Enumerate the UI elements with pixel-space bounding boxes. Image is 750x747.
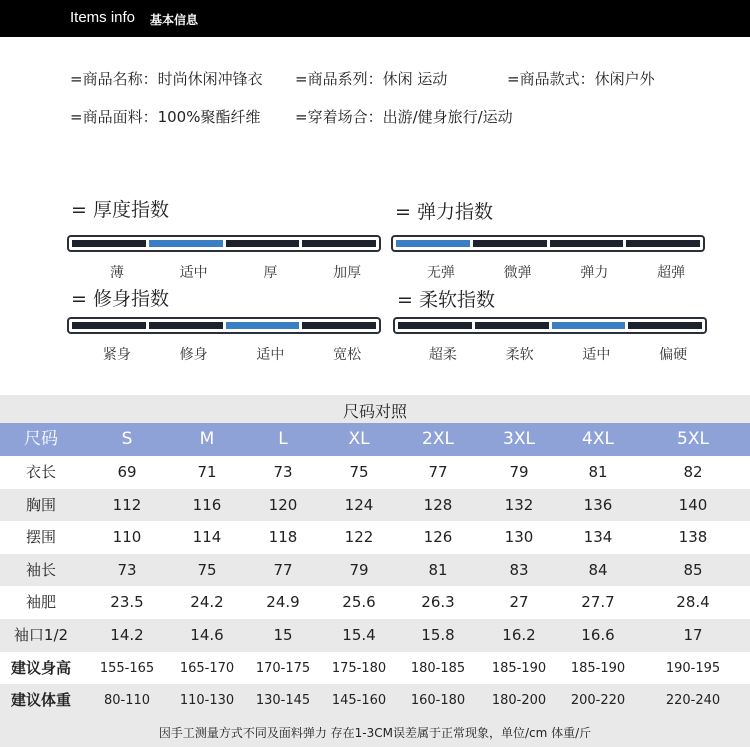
thickness-index-segment	[226, 240, 300, 247]
size-table-cell: 79	[349, 560, 369, 579]
size-table-cell: 27.7	[581, 593, 615, 612]
fit-index-label: 适中	[256, 347, 285, 363]
info-occasion: =穿着场合：出游/健身旅行/运动	[295, 108, 513, 126]
size-table-header-cell: 尺码	[24, 429, 58, 449]
elasticity-index-title: = 弹力指数	[395, 201, 493, 223]
size-table-cell: 160-180	[410, 693, 466, 709]
elasticity-index-bar	[391, 235, 705, 252]
size-table-header-cell: S	[121, 429, 133, 449]
size-table-cell: 69	[117, 463, 137, 481]
size-table-cell: 17	[683, 626, 703, 644]
size-table-cell: 128	[423, 495, 453, 514]
size-table-header-row	[0, 423, 750, 456]
thickness-index-title: = 厚度指数	[71, 199, 169, 221]
size-table-cell: 71	[197, 463, 217, 481]
size-table-cell: 140	[678, 495, 708, 514]
size-note-bar	[0, 717, 750, 747]
thickness-index-label: 厚	[263, 265, 278, 281]
size-table-cell: 84	[588, 560, 608, 579]
size-table-row	[0, 521, 750, 554]
elasticity-index-label: 微弹	[503, 265, 532, 281]
fit-index-label: 修身	[179, 347, 208, 363]
size-table-header-cell: M	[199, 429, 215, 449]
size-table-cell: 190-195	[665, 660, 721, 676]
size-table-cell: 83	[509, 560, 529, 579]
size-table-header-cell: 2XL	[422, 429, 454, 449]
elasticity-index-segment	[626, 240, 700, 247]
size-table-cell: 185-190	[491, 660, 547, 676]
size-table-cell: 130	[504, 528, 534, 547]
fit-index-title: = 修身指数	[71, 288, 169, 310]
size-table-cell: 73	[117, 560, 137, 579]
size-table-cell: 15	[273, 626, 293, 644]
size-table-cell: 170-175	[255, 660, 311, 676]
size-table-cell: 80-110	[103, 693, 151, 709]
size-table-cell: 75	[349, 463, 369, 481]
info-name: =商品名称：时尚休闲冲锋衣	[70, 70, 263, 88]
size-table-header-cell: L	[278, 429, 288, 449]
thickness-index-label: 适中	[179, 265, 208, 281]
thickness-index-label: 薄	[109, 265, 124, 281]
softness-index-label: 超柔	[428, 347, 457, 363]
size-table-cell: 77	[428, 463, 448, 481]
size-table-cell: 77	[273, 560, 293, 579]
size-table-row-label: 袖肥	[25, 593, 56, 612]
size-table-row-label: 建议体重	[10, 691, 71, 710]
size-table-cell: 145-160	[331, 693, 387, 709]
size-table-cell: 81	[588, 463, 608, 481]
size-table-cell: 134	[583, 528, 613, 547]
size-table-cell: 81	[428, 560, 448, 579]
size-table-cell: 138	[678, 528, 708, 547]
softness-index-label: 柔软	[505, 347, 534, 363]
size-table-row	[0, 489, 750, 522]
size-table-cell: 110	[112, 528, 142, 547]
size-table-row	[0, 684, 750, 717]
size-table-row	[0, 586, 750, 619]
size-table-cell: 16.2	[502, 626, 536, 644]
softness-index-bar	[393, 317, 707, 334]
size-table-header-cell: 5XL	[677, 429, 709, 449]
size-table-cell: 220-240	[665, 693, 721, 709]
size-table-cell: 25.6	[342, 593, 376, 612]
size-note: 因手工测量方式不同及面料弹力 存在1-3CM误差属于正常现象，单位/cm 体重/斤	[158, 726, 592, 740]
header-title-cn: 基本信息	[150, 13, 199, 27]
info-fabric: =商品面料：100%聚酯纤维	[70, 108, 261, 126]
softness-index-title: = 柔软指数	[397, 289, 495, 311]
size-table-cell: 116	[192, 495, 222, 514]
size-table-row-label: 袖长	[25, 560, 56, 579]
size-table-cell: 14.6	[190, 626, 224, 644]
size-table-cell: 15.8	[421, 626, 455, 644]
size-table-cell: 26.3	[421, 593, 455, 612]
thickness-index-bar	[67, 235, 381, 252]
size-table-header-cell: 4XL	[582, 429, 614, 449]
softness-index-label: 适中	[582, 347, 611, 363]
fit-index-bar	[67, 317, 381, 334]
size-table-header-cell: XL	[348, 429, 370, 449]
fit-index-segment	[72, 322, 146, 329]
size-table-cell: 24.2	[190, 593, 224, 612]
size-table-cell: 23.5	[110, 593, 144, 612]
size-table-title: 尺码对照	[342, 402, 407, 421]
size-table-cell: 73	[273, 463, 293, 481]
size-table-cell: 136	[583, 495, 613, 514]
softness-index-segment	[475, 322, 549, 329]
softness-index-segment	[628, 322, 702, 329]
size-table-row	[0, 554, 750, 587]
size-table-cell: 79	[509, 463, 529, 481]
size-table-cell: 118	[268, 528, 298, 547]
size-table-cell: 165-170	[179, 660, 235, 676]
size-table-cell: 114	[192, 528, 222, 547]
info-style: =商品款式：休闲户外	[507, 70, 655, 88]
size-table-row-label: 衣长	[25, 463, 56, 481]
elasticity-index-label: 无弹	[426, 265, 455, 281]
size-table-cell: 130-145	[255, 693, 311, 709]
fit-index-label: 宽松	[333, 347, 362, 363]
size-table-cell: 75	[197, 560, 217, 579]
fit-index-segment	[302, 322, 376, 329]
size-table-cell: 28.4	[676, 593, 710, 612]
size-table-cell: 120	[268, 495, 298, 514]
thickness-index-segment	[302, 240, 376, 247]
size-table-row	[0, 652, 750, 685]
size-table-title-bar	[0, 395, 750, 423]
size-table-cell: 15.4	[342, 626, 376, 644]
size-table-cell: 82	[683, 463, 703, 481]
size-table-cell: 85	[683, 560, 703, 579]
size-table-cell: 112	[112, 495, 142, 514]
size-table-cell: 124	[344, 495, 374, 514]
fit-index-segment	[226, 322, 300, 329]
size-table-row-label: 袖口1/2	[13, 626, 69, 644]
fit-index-segment	[149, 322, 223, 329]
size-table-row-label: 摆围	[25, 528, 56, 547]
size-table-cell: 132	[504, 495, 534, 514]
size-table-cell: 110-130	[179, 693, 235, 709]
size-table-row-label: 建议身高	[10, 658, 71, 677]
size-table-cell: 180-185	[410, 660, 466, 676]
size-table-header-cell: 3XL	[503, 429, 535, 449]
size-table-cell: 126	[423, 528, 453, 547]
size-table-row	[0, 456, 750, 489]
size-table-cell: 175-180	[331, 660, 387, 676]
size-table-cell: 16.6	[581, 626, 615, 644]
elasticity-index-segment	[550, 240, 624, 247]
size-table-cell: 180-200	[491, 693, 547, 709]
elasticity-index-segment	[473, 240, 547, 247]
elasticity-index-label: 弹力	[580, 265, 609, 281]
elasticity-index-label: 超弹	[657, 265, 686, 281]
size-table-cell: 27	[509, 593, 529, 612]
size-table-cell: 185-190	[570, 660, 626, 676]
fit-index-label: 紧身	[102, 347, 131, 363]
size-table-cell: 200-220	[570, 693, 626, 709]
thickness-index-label: 加厚	[333, 265, 362, 281]
thickness-index-segment	[72, 240, 146, 247]
size-table-cell: 122	[344, 528, 374, 547]
section-header	[0, 0, 750, 37]
header-title-en: Items info	[70, 9, 136, 26]
size-table-cell: 24.9	[266, 593, 300, 612]
softness-index-label: 偏硬	[659, 347, 688, 363]
size-table-row-label: 胸围	[25, 495, 56, 514]
size-table-cell: 14.2	[110, 626, 144, 644]
elasticity-index-segment	[396, 240, 470, 247]
size-table-row	[0, 619, 750, 652]
size-table-cell: 155-165	[99, 660, 155, 676]
thickness-index-segment	[149, 240, 223, 247]
softness-index-segment	[398, 322, 472, 329]
info-series: =商品系列：休闲 运动	[295, 70, 448, 88]
softness-index-segment	[552, 322, 626, 329]
